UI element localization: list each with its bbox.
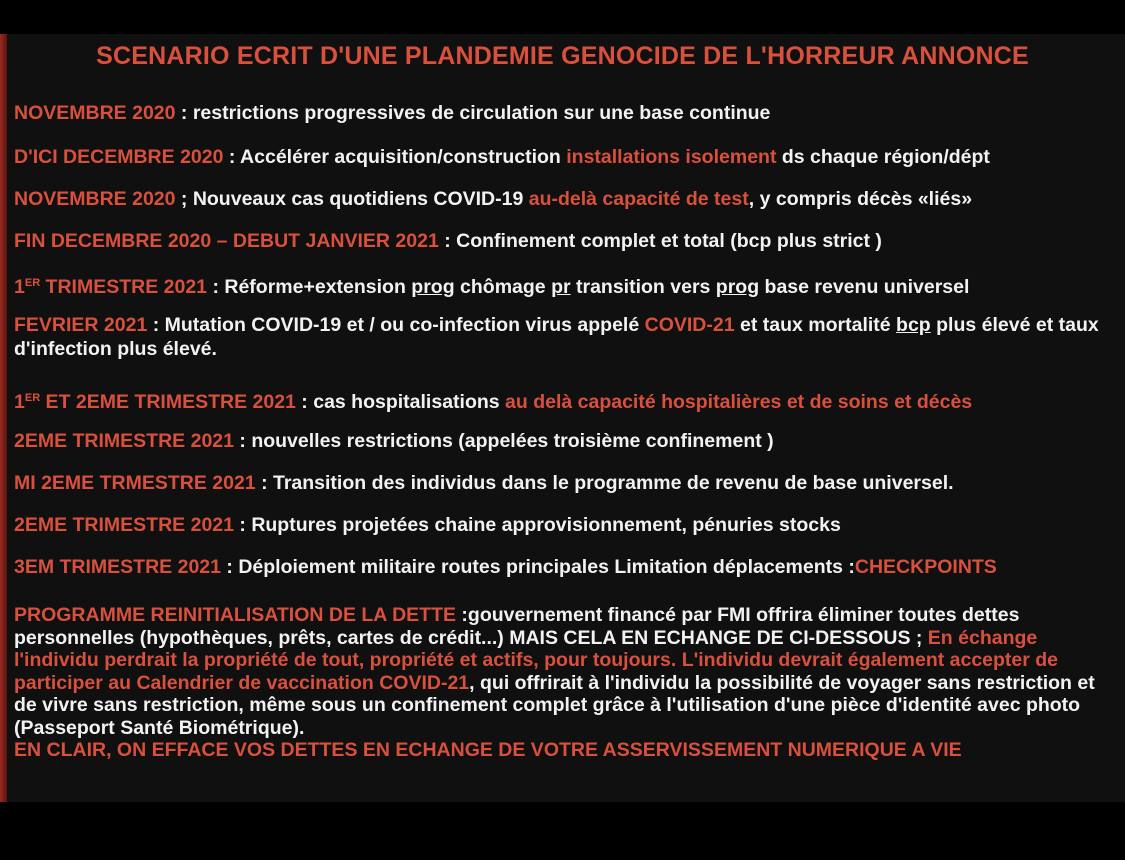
line-label: FIN DECEMBRE 2020 – DEBUT JANVIER 2021 [14, 230, 439, 252]
paragraph-text: :gouvernement financé par FMI offrira éliminer toutes dettes personnelles (hypothèques, prêts, cartes de crédit...) MAIS CELA EN ECHANGE DE CI-DESSOUS ; [14, 604, 1020, 649]
line-text: , y compris décès «liés» [748, 188, 973, 210]
line-text: : Mutation COVID-19 et / ou co-infection virus appelé [147, 314, 645, 336]
label-text: TRIMESTRE 2021 [40, 276, 208, 298]
timeline-line [14, 145, 990, 169]
line-highlight: installations isolement [566, 146, 777, 168]
label-superscript: ER [24, 392, 41, 404]
line-label: NOVEMBRE 2020 [14, 188, 176, 210]
line-label: 2EME TRIMESTRE 2021 [14, 514, 234, 536]
line-label: D'ICI DECEMBRE 2020 [14, 146, 224, 168]
line-text: base revenu universel [759, 276, 970, 298]
line-highlight: COVID-21 [644, 314, 735, 336]
line-label: 3EM TRIMESTRE 2021 [14, 556, 221, 578]
line-text: : Transition des individus dans le programme de revenu de base universel. [255, 472, 954, 494]
underlined-word: prog [715, 276, 760, 298]
line-text: : nouvelles restrictions (appelées troisième confinement ) [233, 430, 774, 452]
timeline-line [14, 471, 954, 495]
line-text: et taux mortalité [734, 314, 897, 336]
line-text: plus élevé et taux d'infection plus élevé. [14, 314, 1099, 360]
timeline-line [14, 555, 997, 579]
bottom-border [0, 802, 1125, 860]
paragraph-text: , qui offrirait à l'individu la possibilité de voyager sans restriction et de vivre sans restriction, même sous un confinement complet grâce à l'utilisation d'une pièce d'identité avec photo (Passeport Santé Biométrique). [14, 671, 1095, 739]
underlined-word: pr [551, 276, 571, 298]
timeline-line [14, 386, 972, 414]
line-label [14, 276, 207, 298]
timeline-line [14, 101, 770, 125]
line-text: : restrictions progressives de circulation sur une base continue [175, 102, 771, 124]
underlined-word: prog [411, 276, 455, 298]
line-text: ; Nouveaux cas quotidiens COVID-19 [175, 188, 529, 210]
line-text: : Ruptures projetées chaine approvisionnement, pénuries stocks [233, 514, 841, 536]
page-title: SCENARIO ECRIT D'UNE PLANDEMIE GENOCIDE DE L'HORREUR ANNONCE [96, 42, 1029, 70]
line-text: ds chaque région/dépt [776, 146, 990, 168]
closing-statement: EN CLAIR, ON EFFACE VOS DETTES EN ECHANGE DE VOTRE ASSERVISSEMENT NUMERIQUE A VIE [14, 739, 962, 761]
line-label: 2EME TRIMESTRE 2021 [14, 430, 234, 452]
line-label [14, 391, 296, 413]
line-highlight: CHECKPOINTS [854, 556, 997, 578]
label-text: ET 2EME TRIMESTRE 2021 [40, 391, 296, 413]
timeline-line [14, 313, 1109, 361]
label-superscript: ER [24, 277, 41, 289]
label-number: 1 [14, 276, 25, 298]
line-text: chômage [454, 276, 552, 298]
paragraph-highlight: En échange l'individu perdrait la propriété de tout, propriété et actifs, pour toujours. L'individu devrait également accepter de participer au Calendrier de vaccination COVID-21 [14, 626, 1059, 694]
timeline-line [14, 513, 841, 537]
line-label: MI 2EME TRMESTRE 2021 [14, 472, 256, 494]
line-text: : Déploiement militaire routes principales Limitation déplacements : [220, 556, 855, 578]
paragraph-label: PROGRAMME REINITIALISATION DE LA DETTE [14, 604, 456, 626]
line-label: FEVRIER 2021 [14, 314, 148, 336]
line-text: : Confinement complet et total (bcp plus strict ) [438, 230, 882, 252]
line-label: NOVEMBRE 2020 [14, 102, 176, 124]
top-border [0, 0, 1125, 34]
underlined-word: bcp [896, 314, 931, 336]
left-edge-stripe [0, 34, 7, 802]
timeline-line [14, 187, 972, 211]
line-highlight: au delà capacité hospitalières et de soins et décès [505, 391, 973, 413]
label-number: 1 [14, 391, 25, 413]
line-highlight: au-delà capacité de test [528, 188, 749, 210]
debt-program-paragraph [14, 604, 1109, 762]
line-text: transition vers [570, 276, 716, 298]
line-text: : cas hospitalisations [295, 391, 506, 413]
line-text: : Réforme+extension [207, 276, 412, 298]
line-text: : Accélérer acquisition/construction [223, 146, 567, 168]
timeline-line [14, 429, 774, 453]
timeline-line [14, 229, 882, 253]
timeline-line [14, 271, 969, 299]
